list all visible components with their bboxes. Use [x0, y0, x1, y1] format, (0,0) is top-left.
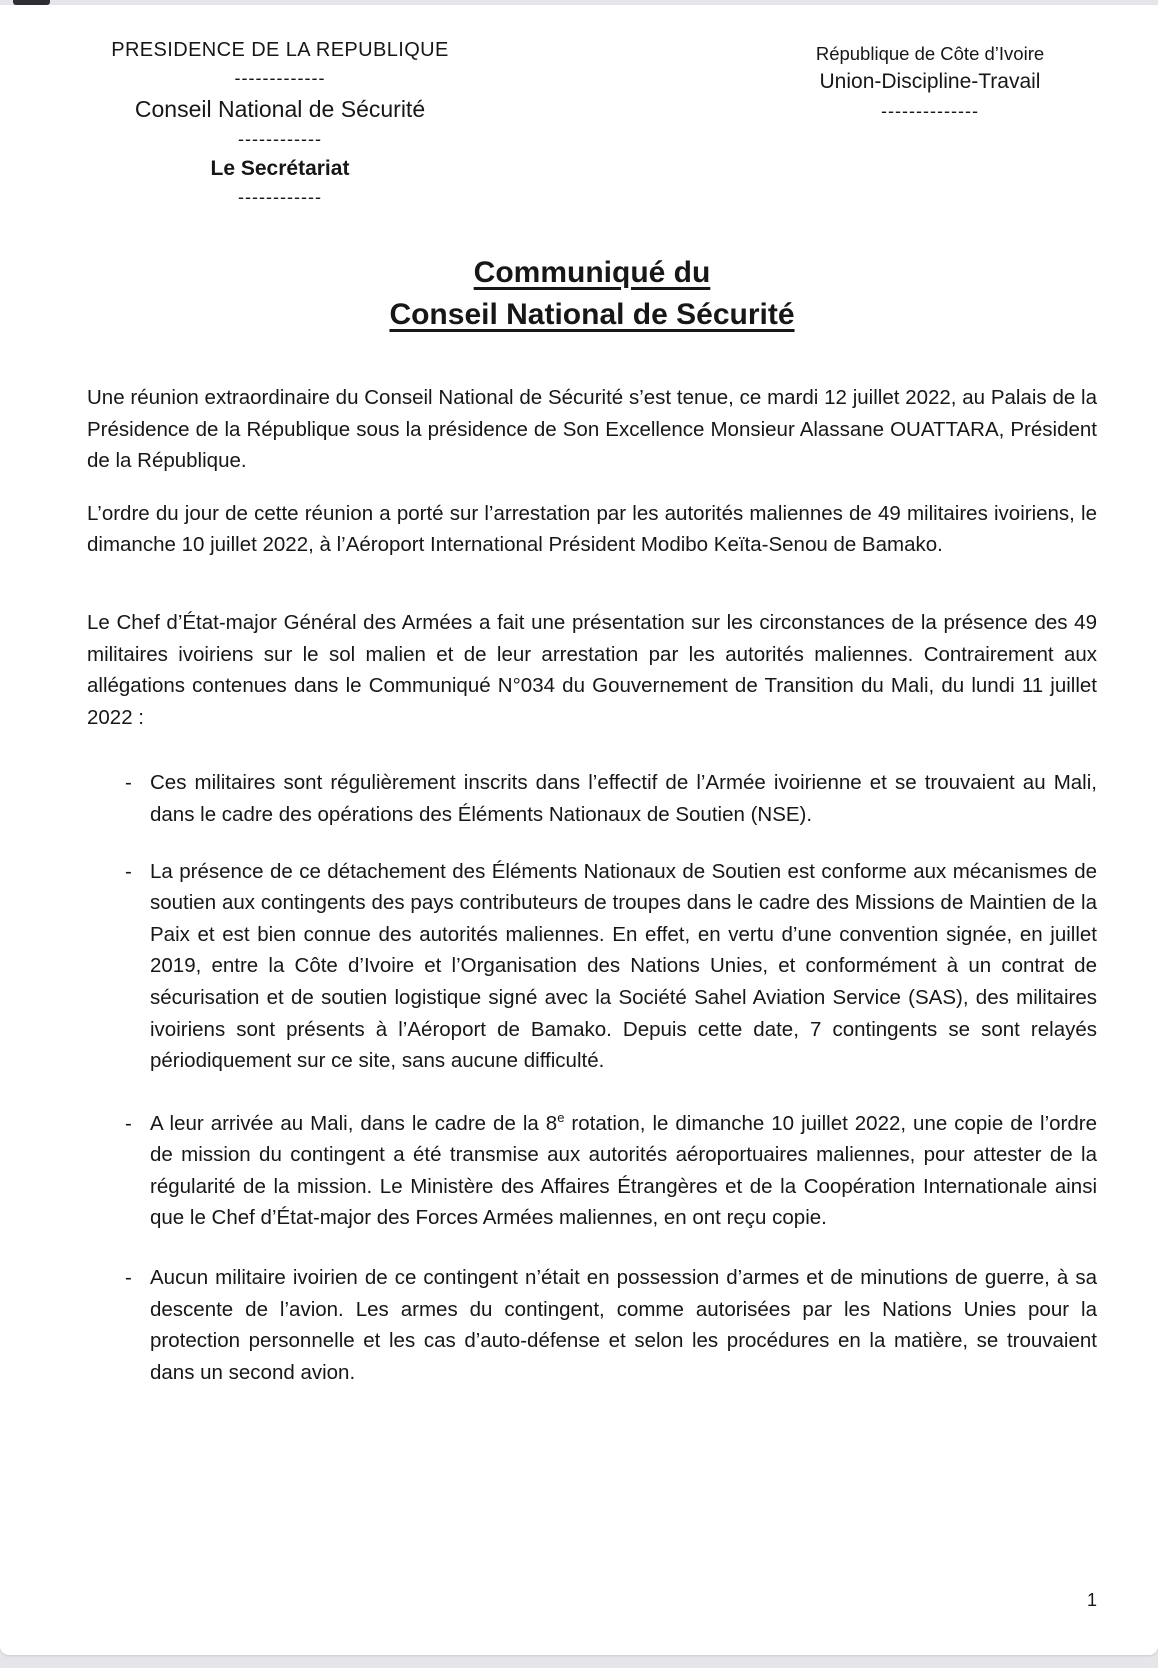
bullet-marker: -: [125, 859, 132, 883]
letterhead: [87, 38, 1097, 207]
org-line-conseil: Conseil National de Sécurité: [134, 96, 426, 122]
body-paragraph: Le Chef d’État-major Général des Armées a fait une présentation sur les circonstances de la présence des 49 militaires ivoiriens sur le sol malien et de leur arrestation par les autorités maliennes. Contrairement aux allégations contenues dans le Communiqué N°034 du Gouvernement de Transition du Mali, du lundi 11 juillet 2022 :: [87, 610, 1097, 729]
separator-dashes: --------------: [881, 101, 979, 121]
bullet-item: [87, 1262, 1097, 1388]
body-paragraph: Une réunion extraordinaire du Conseil National de Sécurité s’est tenue, ce mardi 12 juillet 2022, au Palais de la Présidence de la République sous la présidence de Son Excellence Monsieur Alassane OUATTARA, Président de la République.: [87, 386, 1097, 473]
separator-dashes: ------------: [238, 129, 322, 149]
body-paragraph: L’ordre du jour de cette réunion a porté sur l’arrestation par les autorités maliennes de 49 militaires ivoiriens, le dimanche 10 juillet 2022, à l’Aéroport International Président Modibo Keïta-Senou de Bamako.: [87, 501, 1097, 557]
org-line-secretariat: Le Secrétariat: [210, 157, 350, 180]
bullet-text: La présence de ce détachement des Éléments Nationaux de Soutien est conforme aux mécanismes de soutien aux contingents des pays contributeurs de troupes dans le cadre des Missions de Maintien de la Paix et est bien connue des autorités maliennes. En effet, en vertu d’une convention signée, en juillet 2019, entre la Côte d’Ivoire et l’Organisation des Nations Unies, et conformément à un contrat de sécurisation et de soutien logistique signé avec la Société Sahel Aviation Service (SAS), des militaires ivoiriens sont présents à l’Aéroport de Bamako. Depuis cette date, 7 contingents se sont relayés périodiquement sur ce site, sans aucune difficulté.: [150, 859, 1097, 1073]
bullet-marker: -: [125, 1111, 132, 1135]
bullet-text-segment: rotation, le dimanche 10 juillet 2022, une copie de l’ordre de mission du contingent a été transmise aux autorités aéroportuaires maliennes, pour attester de la régularité de la mission. Le Ministère des Affaires Étrangères et de la Coopération Internationale ainsi que le Chef d’État-major des Forces Armées maliennes, en ont reçu copie.: [150, 1111, 1097, 1230]
bullet-marker: -: [125, 1266, 132, 1290]
bullet-item: [87, 1108, 1097, 1234]
bullet-item: [87, 767, 1097, 830]
bullet-text: Aucun militaire ivoirien de ce contingent n’était en possession d’armes et de minutions de guerre, à sa descente de l’avion. Les armes du contingent, comme autorisées par les Nations Unies pour la protection personnelle et les cas d’auto-défense et selon les procédures en la matière, se trouvaient dans un second avion.: [150, 1266, 1097, 1384]
title-line-1: Communiqué du: [473, 256, 711, 289]
bullet-item: [87, 856, 1097, 1077]
state-motto-line: Union-Discipline-Travail: [819, 70, 1041, 93]
document-title: [87, 252, 1097, 336]
bullet-marker: -: [125, 771, 132, 795]
state-name-line: République de Côte d’Ivoire: [815, 43, 1045, 64]
separator-dashes: -------------: [234, 68, 326, 88]
document-page: [0, 5, 1158, 1655]
letterhead-right-block: [794, 38, 1066, 121]
separator-dashes: ------------: [238, 187, 322, 207]
org-line-presidence: PRESIDENCE DE LA REPUBLIQUE: [111, 39, 449, 61]
title-line-2: Conseil National de Sécurité: [389, 298, 795, 331]
page-number: 1: [1086, 1590, 1097, 1610]
document-body: [87, 382, 1097, 1388]
ordinal-superscript: e: [557, 1109, 565, 1125]
bullet-text-segment: A leur arrivée au Mali, dans le cadre de la 8: [150, 1111, 558, 1135]
bullet-text: [150, 1108, 1097, 1234]
bullet-text: Ces militaires sont régulièrement inscrits dans l’effectif de l’Armée ivoirienne et se trouvaient au Mali, dans le cadre des opérations des Éléments Nationaux de Soutien (NSE).: [150, 771, 1097, 826]
letterhead-left-block: [95, 38, 465, 207]
page-content: [0, 5, 1158, 1388]
